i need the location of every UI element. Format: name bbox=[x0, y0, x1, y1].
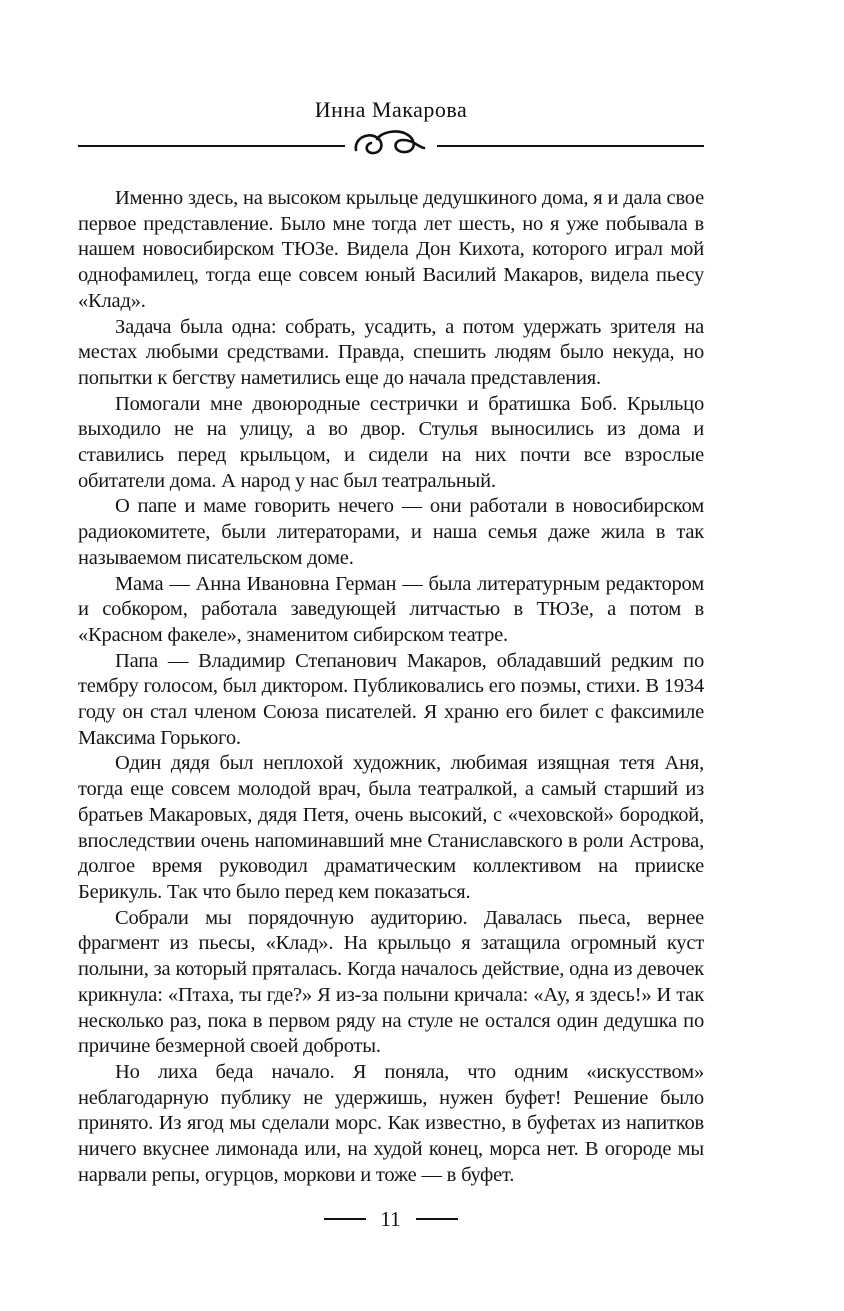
footer-dash-right bbox=[416, 1218, 458, 1220]
footer-dash-left bbox=[324, 1218, 366, 1220]
header-rule-left-segment bbox=[78, 145, 345, 147]
page-number: 11 bbox=[380, 1206, 401, 1231]
page-footer bbox=[78, 1204, 704, 1234]
calligraphic-flourish-icon bbox=[353, 129, 427, 165]
paragraph: Один дядя был неплохой художник, любимая изящная тетя Аня, тогда еще совсем молодой врач, была театралкой, а самый старший из братьев Макаровых, дядя Петя, очень высокий, с «чеховской» бородкой, впоследствии очень напоминавший мне Станиславского в роли Астрова, долгое время руководил драматическим коллективом на прииске Берикуль. Так что было перед кем показаться. bbox=[78, 752, 704, 903]
paragraph: Помогали мне двоюродные сестрички и братишка Боб. Крыльцо выходило не на улицу, а во двор. Стулья выносились из дома и ставились перед крыльцом, и сидели на них почти все взрослые обитатели дома. А народ у нас был театральный. bbox=[78, 392, 704, 492]
header-rule-right-segment bbox=[437, 145, 704, 147]
paragraph: О папе и маме говорить нечего — они работали в новосибирском радиокомитете, были литераторами, и наша семья даже жила в так называемом писательском доме. bbox=[78, 495, 704, 569]
paragraph: Собрали мы порядочную аудиторию. Давалась пьеса, вернее фрагмент из пьесы, «Клад». На крыльцо я затащила огромный куст полыни, за который пряталась. Когда началось действие, одна из девочек крикнула: «Птаха, ты где?» Я из-за полыни кричала: «Ау, я здесь!» И так несколько раз, пока в первом ряду на стуле не остался один дедушка по причине безмерной своей доброты. bbox=[78, 906, 704, 1058]
paragraph: Задача была одна: собрать, усадить, а потом удержать зрителя на местах любыми средствами. Правда, спешить людям было некуда, но попытки к бегству наметились еще до начала представления. bbox=[78, 315, 704, 389]
header-rule bbox=[78, 131, 704, 161]
paragraph: Именно здесь, на высоком крыльце дедушкиного дома, я и дала свое первое представление. Было мне тогда лет шесть, но я уже побывала в нашем новосибирском ТЮЗе. Видела Дон Кихота, которого играл мой однофамилец, тогда еще совсем юный Василий Макаров, видела пьесу «Клад». bbox=[78, 187, 704, 312]
paragraph: Но лиха беда начало. Я поняла, что одним «искусством» неблагодарную публику не удержишь, нужен буфет! Решение было принято. Из ягод мы сделали морс. Как известно, в буфетах из напитков ничего вкуснее лимонада или, на худой конец, морса нет. В огороде мы нарвали репы, огурцов, моркови и тоже — в буфет. bbox=[78, 1060, 704, 1186]
running-title: Инна Макарова bbox=[314, 97, 468, 122]
paragraph: Мама — Анна Ивановна Герман — была литературным редактором и собкором, работала заведующей литчастью в ТЮЗе, а потом в «Красном факеле», знаменитом сибирском театре. bbox=[78, 572, 704, 646]
paragraph: Папа — Владимир Степанович Макаров, обладавший редким по тембру голосом, был диктором. Публиковались его поэмы, стихи. В 1934 году он стал членом Союза писателей. Я храню его билет с факсимиле Максима Горького. bbox=[78, 649, 704, 749]
body-text bbox=[78, 186, 704, 1188]
text-column bbox=[78, 0, 704, 1311]
